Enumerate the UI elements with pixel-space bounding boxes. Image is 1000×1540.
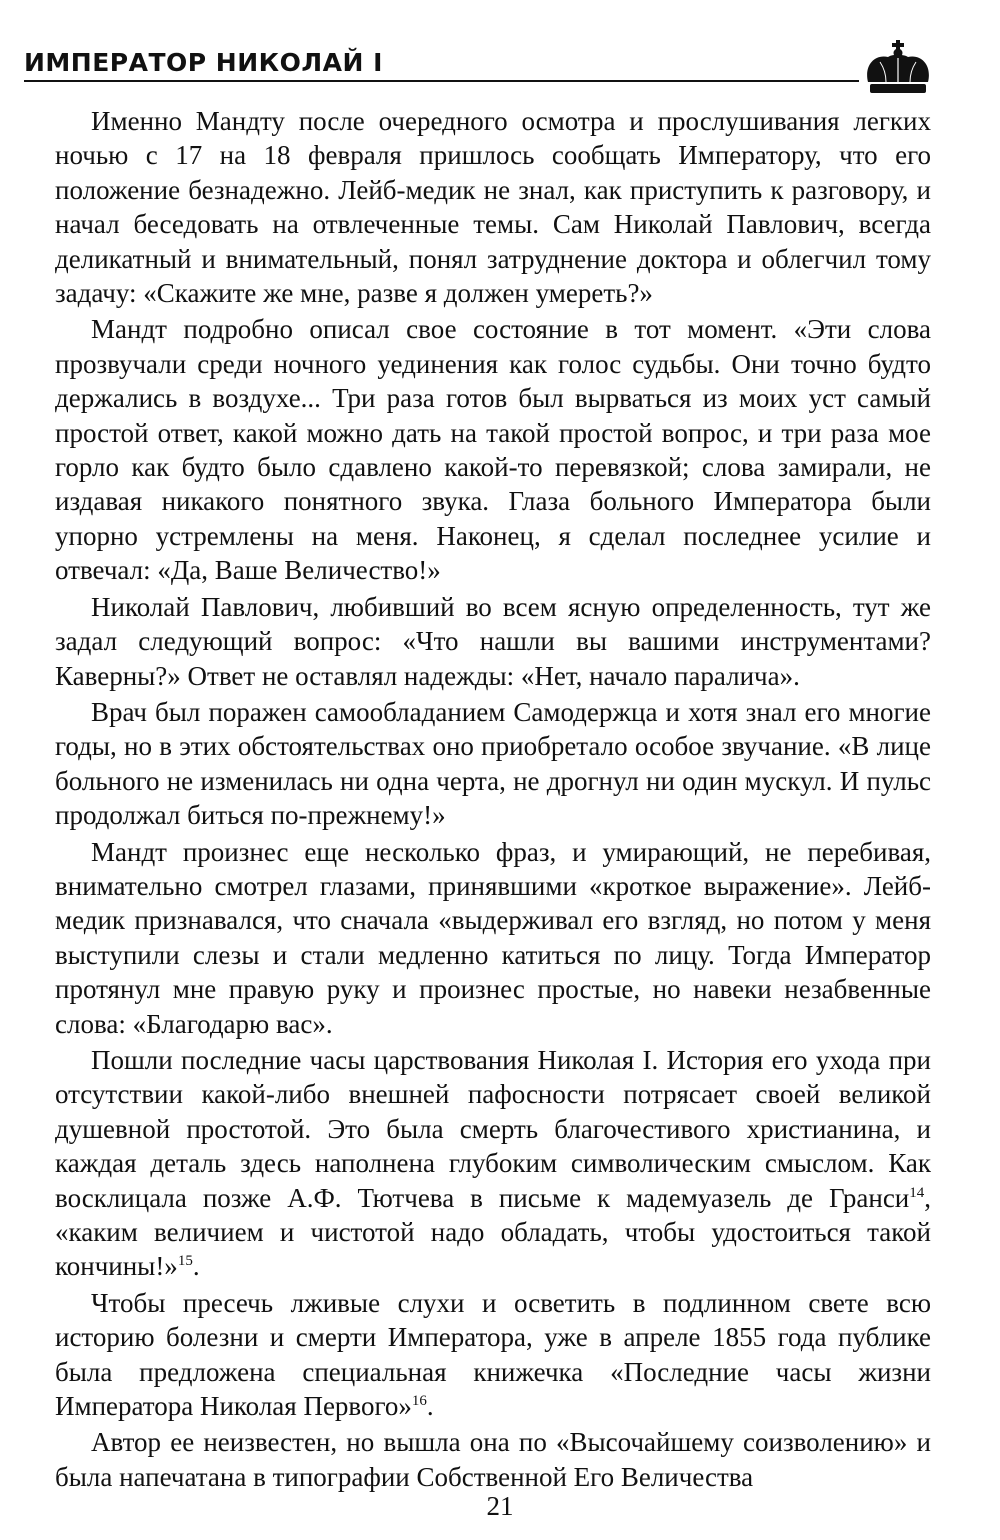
paragraph: Автор ее неизвестен, но вышла она по «Высочайшему соизволению» и была напечатана в типографии Собственной Его Величества xyxy=(55,1427,931,1492)
paragraph: Врач был поражен самообладанием Самодержца и хотя знал его многие годы, но в этих обстоятельствах оно приобретало особое звучание. «В лице больного не изменилась ни одна черта, не дрогнул ни один мускул. И пульс продолжал биться по-прежнему!» xyxy=(55,696,931,831)
footnote-marker: 15 xyxy=(177,1253,193,1270)
paragraph: Именно Мандту после очередного осмотра и прослушивания легких ночью с 17 на 18 февраля пришлось сообщать Императору, что его положение безнадежно. Лейб-медик не знал, как приступить к разговору, и начал беседовать на отвлеченные темы. Сам Николай Павлович, всегда деликатный и внимательный, понял затруднение доктора и облегчил тому задачу: «Скажите же мне, разве я должен умереть?» xyxy=(55,106,931,309)
body-text xyxy=(55,104,931,1496)
paragraph: Пошли последние часы царствования Николая I. История его ухода при отсутствии какой-либо внешней пафосности потрясает своей великой душевной простотой. Это была смерть благочестивого христианина, и каждая деталь здесь наполнена глубоким символическим смыслом. Как восклицала позже А.Ф. Тютчева в письме к мадемуазель де Гранси$^{14}$, «каким величием и чистотой надо обладать, чтобы удостоиться такой кончины!»$^{15}$. xyxy=(55,1044,931,1282)
running-title: ИМПЕРАТОР НИКОЛАЙ I xyxy=(24,48,383,77)
header-rule xyxy=(24,80,859,82)
crown-icon xyxy=(862,38,934,98)
paragraph: Мандт произнес еще несколько фраз, и умирающий, не перебивая, внимательно смотрел глазами, принявшими «кроткое выражение». Лейб-медик признавался, что сначала «выдерживал его взгляд, но потом у меня выступили слезы и стали медленно катиться по лицу. Тогда Император протянул мне правую руку и произнес простые, но навеки незабвенные слова: «Благодарю вас». xyxy=(55,836,931,1039)
footnote-marker: 16 xyxy=(411,1393,427,1410)
paragraph: Чтобы пресечь лживые слухи и осветить в подлинном свете всю историю болезни и смерти Императора, уже в апреле 1855 года публике была предложена специальная книжечка «Последние часы жизни Императора Николая Первого»$^{16}$. xyxy=(55,1287,931,1422)
paragraph: Николай Павлович, любивший во всем ясную определенность, тут же задал следующий вопрос: «Что нашли вы вашими инструментами? Каверны?» Ответ не оставлял надежды: «Нет, начало паралича». xyxy=(55,591,931,691)
paragraph: Мандт подробно описал свое состояние в тот момент. «Эти слова прозвучали среди ночного уединения как голос судьбы. Они точно будто держались в воздухе... Три раза готов был вырваться из моих уст самый простой ответ, какой можно дать на такой простой вопрос, и три раза мое горло как будто было сдавлено какой-то перевязкой; слова замирали, не издавая никакого понятного звука. Глаза больного Императора были упорно устремлены на меня. Наконец, я сделал последнее усилие и отвечал: «Да, Ваше Величество!» xyxy=(55,314,931,586)
page-number: 21 xyxy=(486,1491,514,1521)
page-header xyxy=(24,38,936,98)
footnote-marker: 14 xyxy=(909,1184,925,1201)
